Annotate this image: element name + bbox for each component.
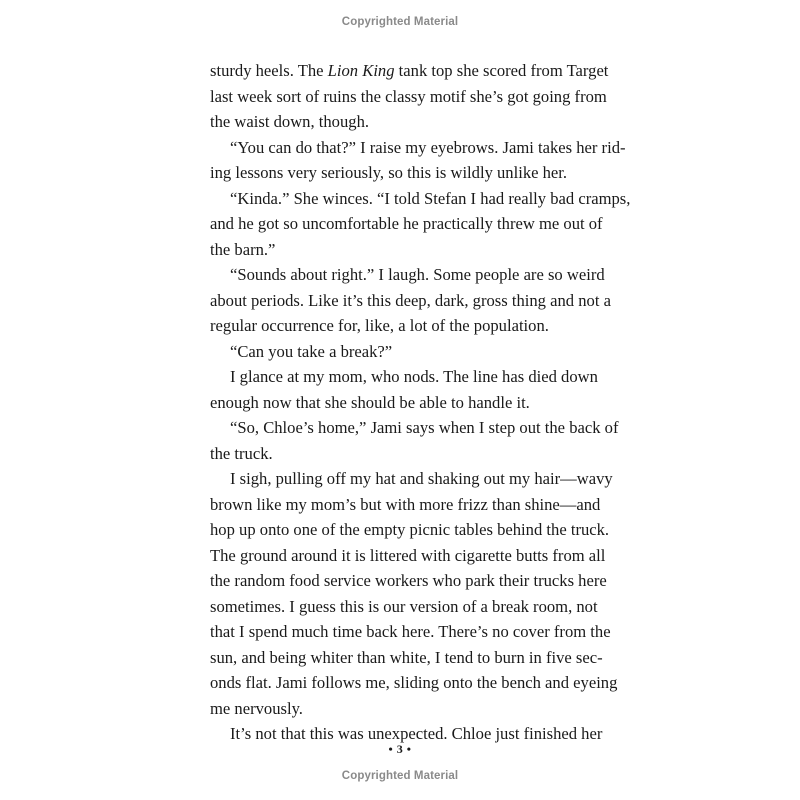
text-line: ing lessons very seriously, so this is wildly unlike her. <box>210 163 568 182</box>
italic-title: Lion King <box>327 61 395 80</box>
copyright-watermark-top: Copyrighted Material <box>341 16 459 28</box>
text-line: “Kinda.” She winces. “I told Stefan I had really bad cramps, <box>230 188 631 208</box>
text-line: onds flat. Jami follows me, sliding onto the bench and eyeing <box>210 673 618 692</box>
text-line: that I spend much time back here. There’s no cover from the <box>210 622 611 641</box>
text-line: the waist down, though. <box>210 112 370 131</box>
text-line: enough now that she should be able to handle it. <box>210 392 530 412</box>
text-line: It’s not that this was unexpected. Chloe just finished her <box>230 724 603 743</box>
text-line: I sigh, pulling off my hat and shaking out my hair—wavy <box>230 469 613 488</box>
text-line: me nervously. <box>210 698 303 718</box>
page-number: • 3 • <box>388 742 412 756</box>
text-line: “You can do that?” I raise my eyebrows. Jami takes her rid- <box>230 137 626 157</box>
text-line: “So, Chloe’s home,” Jami says when I step out the back of <box>230 418 619 437</box>
text-line: regular occurrence for, like, a lot of the population. <box>210 316 549 335</box>
text-line: and he got so uncomfortable he practically threw me out of <box>210 214 603 233</box>
text-line: sometimes. I guess this is our version of a break room, not <box>210 596 598 616</box>
text-line: the barn.” <box>210 239 276 259</box>
text-line: “Can you take a break?” <box>230 341 393 361</box>
text-line: about periods. Like it’s this deep, dark, gross thing and not a <box>210 290 611 310</box>
text-line: last week sort of ruins the classy motif she’s got going from <box>210 86 607 106</box>
text-line: I glance at my mom, who nods. The line has died down <box>230 367 598 386</box>
text-line: the random food service workers who park their trucks here <box>210 571 607 590</box>
text-line: hop up onto one of the empty picnic tables behind the truck. <box>210 520 610 539</box>
text-line: sun, and being whiter than white, I tend to burn in five sec- <box>210 647 603 667</box>
text-line: the truck. <box>210 443 273 463</box>
text-line: The ground around it is littered with cigarette butts from all <box>210 545 606 565</box>
copyright-watermark-bottom: Copyrighted Material <box>341 770 459 782</box>
body-text <box>210 58 631 747</box>
text-line: sturdy heels. The Lion King tank top she scored from Target <box>210 61 609 80</box>
text-line: brown like my mom’s but with more frizz than shine—and <box>210 494 601 514</box>
text-line: “Sounds about right.” I laugh. Some people are so weird <box>230 265 605 284</box>
